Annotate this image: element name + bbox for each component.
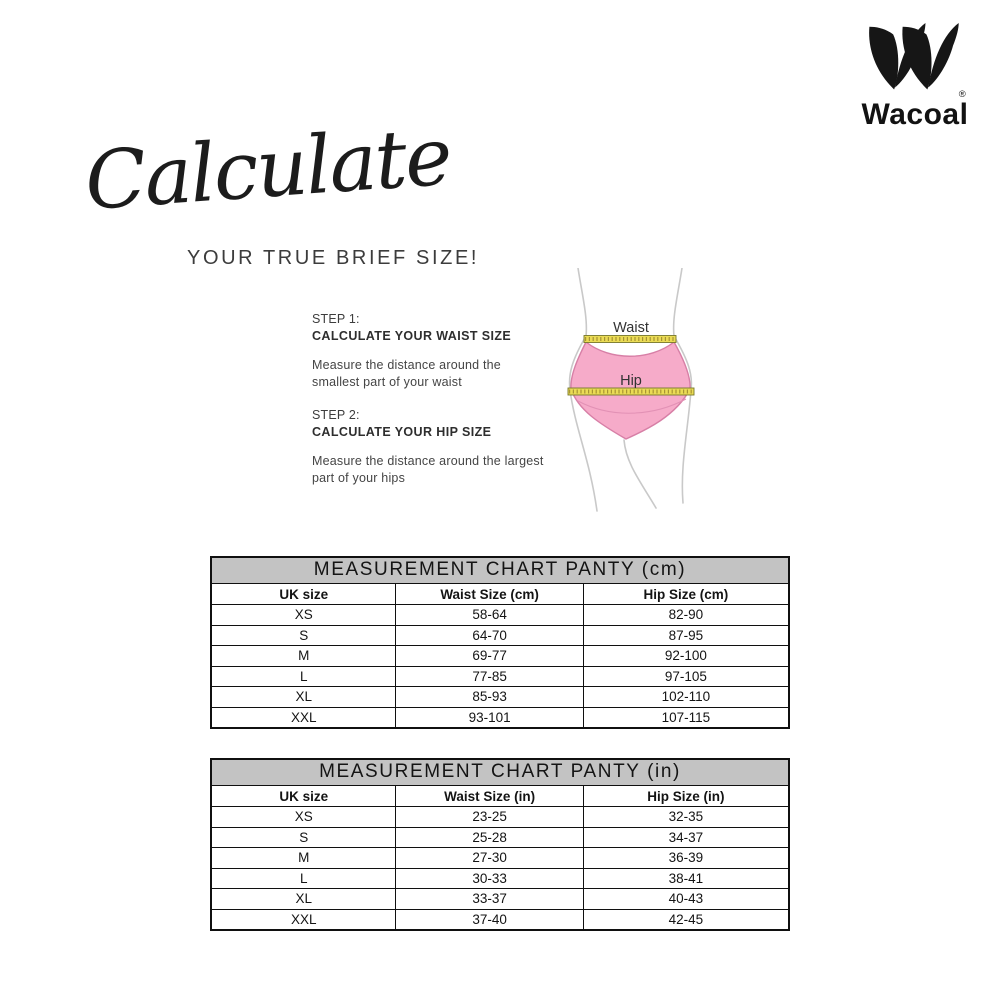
step-2-desc-line-1: Measure the distance around the largest — [312, 454, 544, 468]
table-row — [211, 646, 789, 667]
size-cell: S — [211, 625, 396, 646]
size-cell: S — [211, 827, 396, 848]
column-header-uk-size: UK size — [211, 786, 396, 807]
measurement-steps — [312, 311, 557, 486]
hero-subtitle: YOUR TRUE BRIEF SIZE! — [187, 247, 480, 269]
table-header-row — [211, 786, 789, 807]
hip-cell: 32-35 — [583, 807, 789, 828]
table-title-row — [211, 759, 789, 786]
table-row — [211, 848, 789, 869]
waist-cell: 85-93 — [396, 687, 583, 708]
waist-cell: 77-85 — [396, 666, 583, 687]
waist-cell: 33-37 — [396, 889, 583, 910]
table-title: MEASUREMENT CHART PANTY (cm) — [211, 557, 789, 584]
hip-label: Hip — [620, 373, 642, 389]
column-header-hip-size: Hip Size (cm) — [583, 584, 789, 605]
script-title: Calculate — [82, 109, 454, 228]
hip-cell: 87-95 — [583, 625, 789, 646]
step-2-desc-line-2: part of your hips — [312, 470, 406, 485]
hip-cell: 34-37 — [583, 827, 789, 848]
step-2-label: STEP 2: — [312, 408, 360, 422]
size-cell: M — [211, 848, 396, 869]
waist-cell: 58-64 — [396, 605, 583, 626]
wacoal-logo — [858, 22, 972, 130]
body-measurement-illustration — [542, 268, 760, 526]
size-cell: XS — [211, 807, 396, 828]
step-1-heading: CALCULATE YOUR WAIST SIZE — [312, 328, 512, 343]
waist-cell: 25-28 — [396, 827, 583, 848]
step-2 — [312, 407, 557, 486]
column-header-waist-size: Waist Size (in) — [396, 786, 583, 807]
size-cell: XL — [211, 687, 396, 708]
size-cell: M — [211, 646, 396, 667]
table-row — [211, 605, 789, 626]
table-header-row — [211, 584, 789, 605]
wacoal-butterfly-icon — [863, 22, 967, 98]
waist-cell: 69-77 — [396, 646, 583, 667]
waist-label: Waist — [613, 320, 649, 336]
registered-mark: ® — [958, 89, 966, 98]
step-1-label: STEP 1: — [312, 312, 360, 326]
hip-cell: 42-45 — [583, 909, 789, 930]
hip-cell: 38-41 — [583, 868, 789, 889]
column-header-waist-size: Waist Size (cm) — [396, 584, 583, 605]
waist-cell: 30-33 — [396, 868, 583, 889]
table-row — [211, 889, 789, 910]
table-row — [211, 868, 789, 889]
table-row — [211, 666, 789, 687]
hip-cell: 97-105 — [583, 666, 789, 687]
table-row — [211, 687, 789, 708]
step-2-description — [312, 453, 557, 486]
step-1-desc-line-1: Measure the distance around the — [312, 358, 501, 372]
waist-cell: 27-30 — [396, 848, 583, 869]
wacoal-wordmark: Wacoal — [861, 98, 969, 131]
waist-cell: 37-40 — [396, 909, 583, 930]
size-cell: L — [211, 868, 396, 889]
waist-tape — [584, 336, 676, 343]
size-cell: L — [211, 666, 396, 687]
table-title: MEASUREMENT CHART PANTY (in) — [211, 759, 789, 786]
hip-cell: 82-90 — [583, 605, 789, 626]
table-row — [211, 807, 789, 828]
table-row — [211, 827, 789, 848]
hip-cell: 40-43 — [583, 889, 789, 910]
size-cell: XXL — [211, 909, 396, 930]
hip-tape — [568, 388, 694, 395]
hip-cell: 107-115 — [583, 707, 789, 728]
waist-cell: 93-101 — [396, 707, 583, 728]
step-1-description — [312, 357, 557, 390]
waist-cell: 64-70 — [396, 625, 583, 646]
hip-cell: 36-39 — [583, 848, 789, 869]
size-cell: XL — [211, 889, 396, 910]
table-row — [211, 625, 789, 646]
table-row — [211, 909, 789, 930]
size-cell: XXL — [211, 707, 396, 728]
column-header-hip-size: Hip Size (in) — [583, 786, 789, 807]
column-header-uk-size: UK size — [211, 584, 396, 605]
step-1 — [312, 311, 557, 390]
size-cell: XS — [211, 605, 396, 626]
measurement-table-cm — [210, 556, 790, 729]
step-2-heading: CALCULATE YOUR HIP SIZE — [312, 424, 492, 439]
step-1-desc-line-2: smallest part of your waist — [312, 374, 462, 389]
hip-cell: 102-110 — [583, 687, 789, 708]
table-row — [211, 707, 789, 728]
waist-cell: 23-25 — [396, 807, 583, 828]
measurement-table-in — [210, 758, 790, 931]
hip-cell: 92-100 — [583, 646, 789, 667]
table-title-row — [211, 557, 789, 584]
